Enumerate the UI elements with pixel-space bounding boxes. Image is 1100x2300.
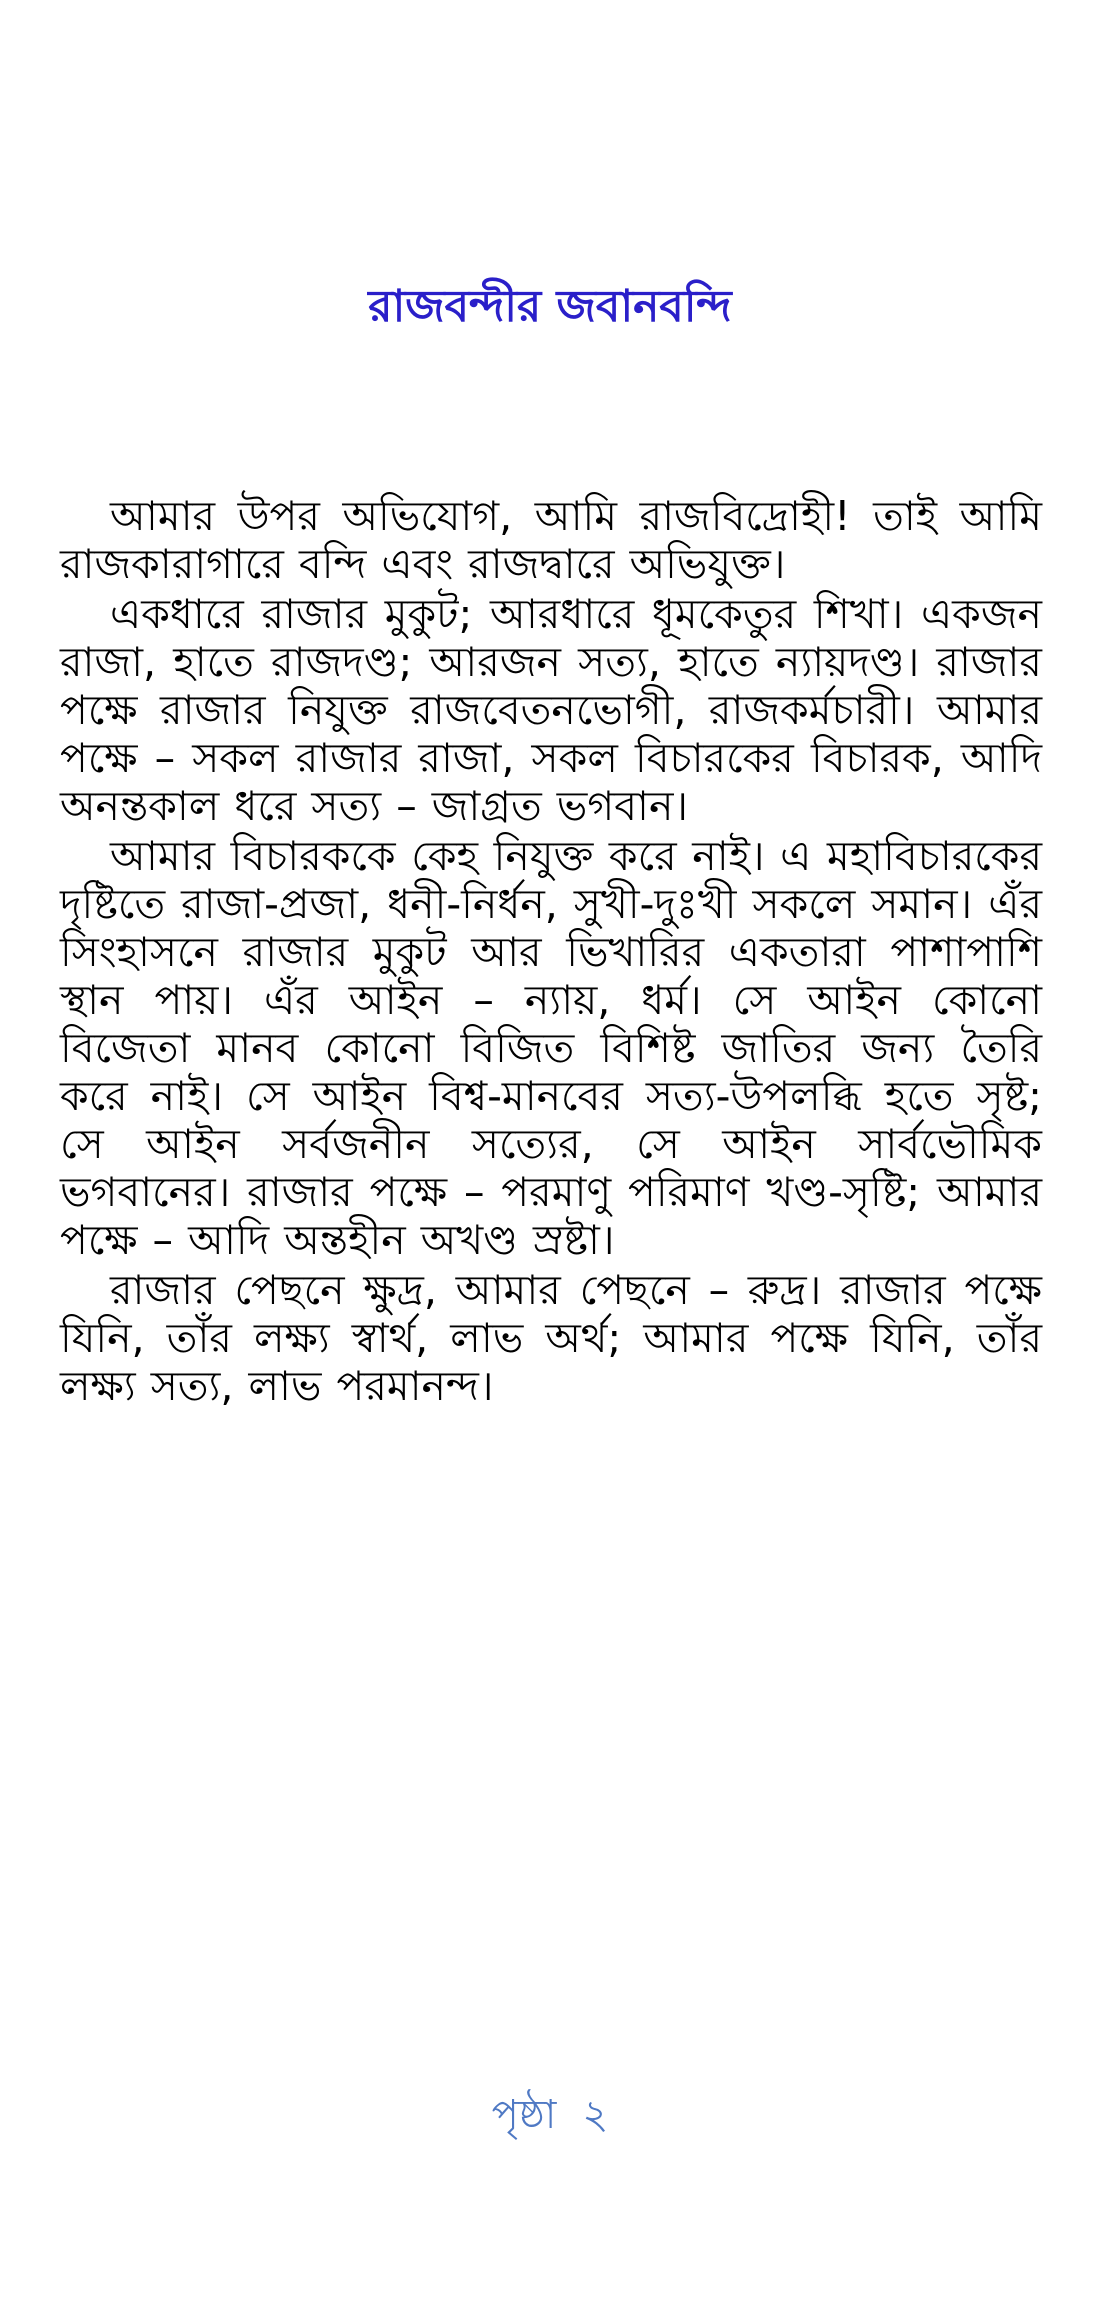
paragraph-3: আমার বিচারককে কেহ নিযুক্ত করে নাই। এ মহাবিচারকের দৃষ্টিতে রাজা-প্রজা, ধনী-নির্ধন, সুখী-দুঃখী সকলে সমান। এঁর সিংহাসনে রাজার মুকুট আর ভিখারির একতারা পাশাপাশি স্থান পায়। এঁর আইন – ন্যায়, ধর্ম। সে আইন কোনো বিজেতা মানব কোনো বিজিত বিশিষ্ট জাতির জন্য তৈরি করে নাই। সে আইন বিশ্ব-মানবের সত্য-উপলব্ধি হতে সৃষ্ট; সে আইন সর্বজনীন সত্যের, সে আইন সার্বভৌমিক ভগবানের। রাজার পক্ষে – পরমাণু পরিমাণ খণ্ড-সৃষ্টি; আমার পক্ষে – আদি অন্তহীন অখণ্ড স্রষ্টা। <box>60 832 1042 1264</box>
document-body <box>60 492 1042 1412</box>
page-footer <box>0 2085 1100 2145</box>
paragraph-4: রাজার পেছনে ক্ষুদ্র, আমার পেছনে – রুদ্র। রাজার পক্ষে যিনি, তাঁর লক্ষ্য স্বার্থ, লাভ অর্থ; আমার পক্ষে যিনি, তাঁর লক্ষ্য সত্য, লাভ পরমানন্দ। <box>60 1266 1042 1410</box>
page-number: ২ <box>582 2092 609 2138</box>
document-title: রাজবন্দীর জবানবন্দি <box>368 281 732 332</box>
paragraph-1: আমার উপর অভিযোগ, আমি রাজবিদ্রোহী! তাই আমি রাজকারাগারে বন্দি এবং রাজদ্বারে অভিযুক্ত। <box>60 492 1042 588</box>
page-label: পৃষ্ঠা <box>491 2092 557 2138</box>
paragraph-2: একধারে রাজার মুকুট; আরধারে ধূমকেতুর শিখা। একজন রাজা, হাতে রাজদণ্ড; আরজন সত্য, হাতে ন্যায়দণ্ড। রাজার পক্ষে রাজার নিযুক্ত রাজবেতনভোগী, রাজকর্মচারী। আমার পক্ষে – সকল রাজার রাজা, সকল বিচারকের বিচারক, আদি অনন্তকাল ধরে সত্য – জাগ্রত ভগবান। <box>60 590 1042 830</box>
